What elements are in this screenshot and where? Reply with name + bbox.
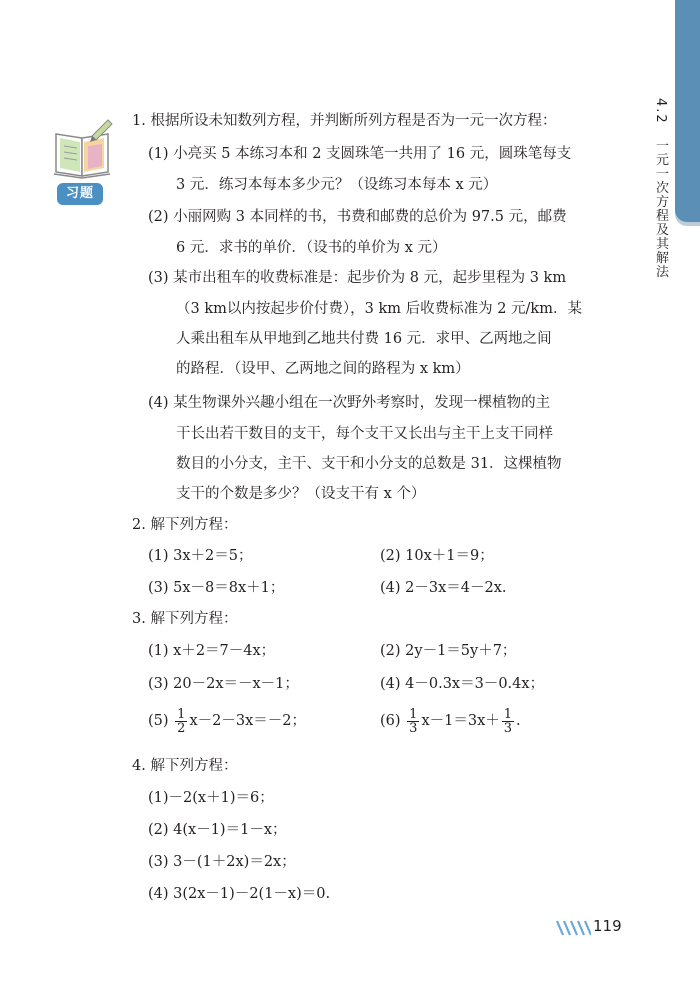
q1-line: 人乘出租车从甲地到乙地共付费 16 元．求甲、乙两地之间: [176, 331, 552, 347]
fraction: [502, 708, 514, 735]
page-number: 119: [593, 917, 622, 935]
q3-equation-5: [148, 706, 306, 736]
q3-equation: (2) 2y－1＝5y＋7；: [380, 643, 517, 659]
q2-equation: (2) 10x＋1＝9；: [380, 548, 494, 564]
q3-6-mid: x－1＝3x＋: [421, 713, 500, 729]
q1-line: (4) 某生物课外兴趣小组在一次野外考察时，发现一棵植物的主: [148, 395, 551, 411]
q4-equation: (1)－2(x＋1)＝6；: [148, 790, 274, 806]
q4-heading: 4. 解下列方程：: [132, 758, 238, 774]
q3-6-end: .: [516, 713, 521, 729]
q3-equation-6: [380, 706, 521, 736]
fraction-denominator: 3: [503, 720, 513, 736]
chapter-section: 4.2: [653, 98, 668, 125]
fraction-numerator: 1: [409, 706, 418, 722]
q1-heading: 1. 根据所设未知数列方程，并判断所列方程是否为一元一次方程：: [132, 113, 557, 129]
fraction-numerator: 1: [503, 706, 513, 722]
fraction-denominator: 3: [409, 720, 418, 736]
q1-line: 干长出若干数目的支干，每个支干又长出与主干上支干同样: [176, 426, 553, 442]
q1-line: 6 元．求书的单价．（设书的单价为 x 元）: [176, 240, 447, 256]
q3-5-label: (5): [148, 713, 169, 729]
fraction-denominator: 2: [177, 720, 186, 736]
q1-line: 数目的小分支，主干、支干和小分支的总数是 31．这棵植物: [176, 456, 562, 472]
q3-heading: 3. 解下列方程：: [132, 611, 238, 627]
q4-equation: (3) 3－(1＋2x)＝2x；: [148, 854, 296, 870]
fraction-numerator: 1: [177, 706, 186, 722]
q4-equation: (4) 3(2x－1)－2(1－x)＝0.: [148, 886, 331, 902]
q2-heading: 2. 解下列方程：: [132, 517, 238, 533]
q1-line: （3 km以内按起步价付费），3 km 后收费标准为 2 元/km．某: [176, 301, 582, 317]
fraction: [407, 708, 419, 735]
q3-equation: (4) 4－0.3x＝3－0.4x；: [380, 676, 545, 692]
exercise-badge: 习题: [57, 183, 103, 205]
q2-equation: (4) 2－3x＝4－2x.: [380, 580, 507, 596]
open-book-icon: [52, 116, 114, 180]
exercise-icon-group: [52, 116, 114, 210]
q2-equation: (3) 5x－8＝8x＋1；: [148, 580, 285, 596]
q1-line: 支干的个数是多少？（设支干有 x 个）: [176, 486, 426, 502]
q1-line: 3 元．练习本每本多少元？（设练习本每本 x 元）: [176, 177, 498, 193]
q2-equation: (1) 3x＋2＝5；: [148, 548, 253, 564]
q1-line: (2) 小丽网购 3 本同样的书，书费和邮费的总价为 97.5 元，邮费: [148, 209, 567, 225]
q3-equation: (1) x＋2＝7－4x；: [148, 643, 276, 659]
fraction: [175, 708, 187, 735]
q1-line: (1) 小亮买 5 本练习本和 2 支圆珠笔一共用了 16 元，圆珠笔每支: [148, 146, 572, 162]
page-stripes-icon: [555, 920, 591, 936]
q1-line: (3) 某市出租车的收费标准是：起步价为 8 元，起步里程为 3 km: [148, 270, 567, 286]
chapter-tab: [675, 0, 700, 222]
q3-5-rest: x－2－3x＝－2；: [189, 713, 306, 729]
q1-line: 的路程．（设甲、乙两地之间的路程为 x km）: [176, 361, 470, 377]
q3-equation: (3) 20－2x＝－x－1；: [148, 676, 299, 692]
q3-6-label: (6): [380, 713, 401, 729]
chapter-label: [644, 98, 670, 279]
q4-equation: (2) 4(x－1)＝1－x；: [148, 822, 287, 838]
chapter-title: 一元一次方程及其解法: [653, 138, 668, 279]
